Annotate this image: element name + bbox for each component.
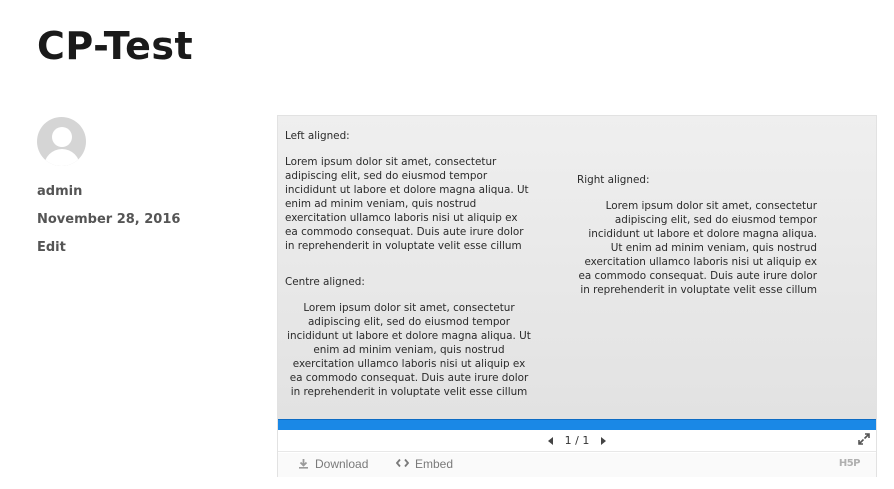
download-button[interactable]	[298, 457, 368, 471]
download-label: Download	[315, 457, 369, 471]
h5p-actions-bar	[278, 453, 876, 477]
avatar	[37, 117, 86, 166]
download-icon	[298, 457, 309, 471]
chevron-right-icon[interactable]	[601, 437, 606, 445]
h5p-content	[277, 115, 877, 477]
center-aligned-block	[285, 275, 533, 399]
chevron-left-icon[interactable]	[548, 437, 553, 445]
right-aligned-block	[577, 173, 817, 297]
post-meta	[37, 117, 237, 262]
center-text: Lorem ipsum dolor sit amet, consectetur adipiscing elit, sed do eiusmod tempor incididunt ut labore et dolore magna aliqua. Ut enim ad minim veniam, quis nostrud exercitation ullamco laboris nisi ut aliquip ex ea commodo consequat. Duis aute irure dolor in reprehenderit in voluptate velit esse cillum	[287, 302, 531, 398]
code-icon	[396, 457, 409, 471]
page-counter: 1 / 1	[564, 434, 590, 447]
embed-button[interactable]	[396, 457, 453, 471]
author-link[interactable]: admin	[37, 184, 83, 199]
h5p-logo[interactable]: H5P	[838, 458, 860, 469]
embed-label: Embed	[415, 457, 454, 471]
center-heading: Centre aligned:	[285, 276, 365, 288]
post-date[interactable]: November 28, 2016	[37, 212, 181, 227]
left-heading: Left aligned:	[285, 130, 350, 142]
presentation-slide	[278, 116, 876, 419]
page-title: CP-Test	[37, 24, 194, 68]
right-text: Lorem ipsum dolor sit amet, consectetur adipiscing elit, sed do eiusmod tempor incididunt ut labore et dolore magna aliqua. Ut enim ad minim veniam, quis nostrud exercitation ullamco laboris nisi ut aliquip ex ea commodo consequat. Duis aute irure dolor in reprehenderit in voluptate velit esse cillum	[578, 200, 817, 296]
expand-icon[interactable]	[858, 433, 870, 445]
left-text: Lorem ipsum dolor sit amet, consectetur adipiscing elit, sed do eiusmod tempor incididunt ut labore et dolore magna aliqua. Ut enim ad minim veniam, quis nostrud exercitation ullamco laboris nisi ut aliquip ex ea commodo consequat. Duis aute irure dolor in reprehenderit in voluptate velit esse cillum	[285, 156, 529, 252]
edit-link[interactable]: Edit	[37, 240, 66, 255]
slide-navigation	[278, 430, 876, 452]
progress-bar[interactable]	[278, 419, 876, 430]
left-aligned-block	[285, 129, 533, 253]
right-heading: Right aligned:	[577, 174, 650, 186]
